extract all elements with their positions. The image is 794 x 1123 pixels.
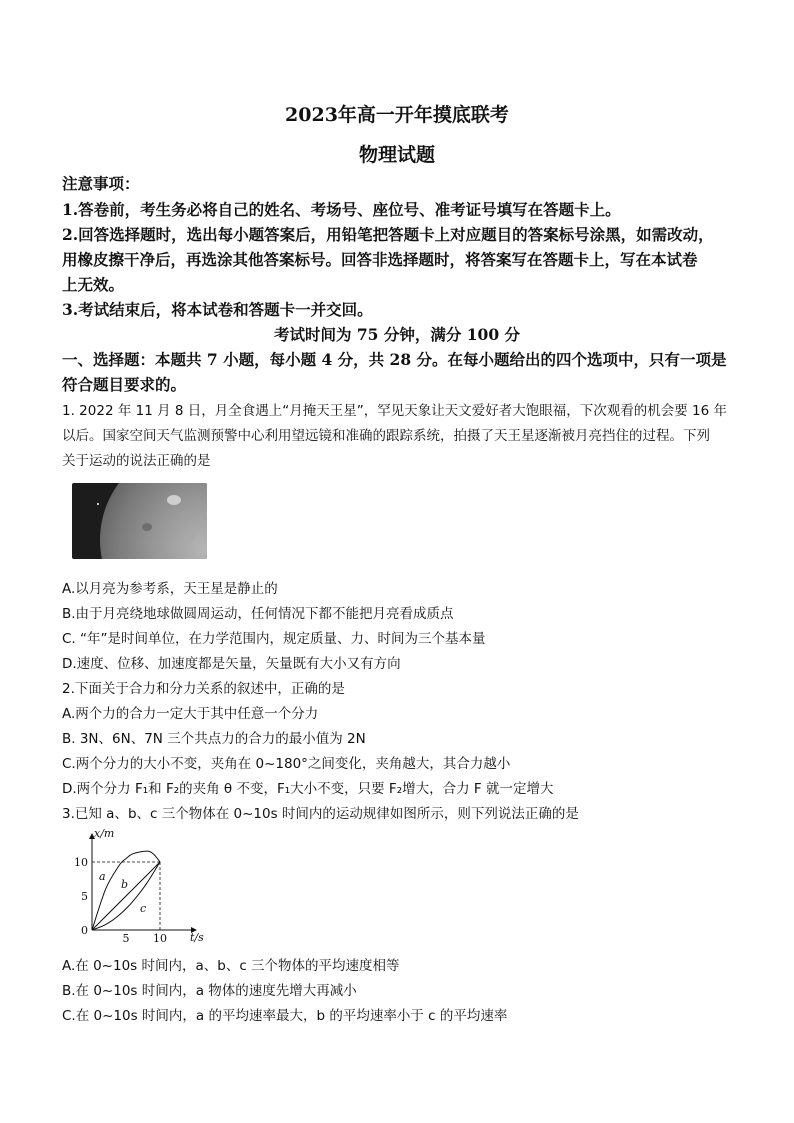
x-tick-label-10: 10 xyxy=(153,932,167,945)
notice-line-4: 上无效。 xyxy=(62,275,125,294)
q3-option-c: C.在 0~10s 时间内，a 的平均速率最大，b 的平均速率小于 c 的平均速率 xyxy=(62,1008,508,1024)
x-axis-label: t/s xyxy=(190,931,204,944)
position-time-chart xyxy=(68,828,218,946)
notice-line-2: 2.回答选择题时，选出每小题答案后，用铅笔把答题卡上对应题目的答案标号涂黑，如需改动， xyxy=(62,225,714,244)
q3-stem: 3.已知 a、b、c 三个物体在 0~10s 时间内的运动规律如图所示，则下列说法正确的是 xyxy=(62,806,579,822)
notice-line-3: 用橡皮擦干净后，再选涂其他答案标号。回答非选择题时，将答案写在答题卡上，写在本试卷 xyxy=(62,250,698,269)
section-heading-line-1: 一、选择题：本题共 7 小题，每小题 4 分，共 28 分。在每小题给出的四个选项中，只有一项是 xyxy=(62,350,727,369)
exam-time-note: 考试时间为 75 分钟，满分 100 分 xyxy=(273,325,520,344)
exam-subject: 物理试题 xyxy=(358,144,435,166)
moon-photo xyxy=(72,483,207,559)
q3-option-a: A.在 0~10s 时间内，a、b、c 三个物体的平均速度相等 xyxy=(62,958,400,974)
q2-option-a: A.两个力的合力一定大于其中任意一个分力 xyxy=(62,706,319,722)
q1-option-d: D.速度、位移、加速度都是矢量，矢量既有大小又有方向 xyxy=(62,656,401,672)
q1-stem-line-3: 关于运动的说法正确的是 xyxy=(62,453,211,469)
y-axis-label: x/m xyxy=(94,828,115,840)
notice-heading: 注意事项： xyxy=(62,174,140,193)
series-a-label: a xyxy=(99,870,106,883)
y-tick-label-5: 5 xyxy=(81,890,88,903)
series-c-label: c xyxy=(140,902,147,915)
q3-option-b: B.在 0~10s 时间内，a 物体的速度先增大再减小 xyxy=(62,983,357,999)
q1-option-c: C. “年”是时间单位，在力学范围内，规定质量、力、时间为三个基本量 xyxy=(62,631,486,647)
notice-line-5: 3.考试结束后，将本试卷和答题卡一并交回。 xyxy=(62,300,373,319)
q1-option-b: B.由于月亮绕地球做圆周运动，任何情况下都不能把月亮看成质点 xyxy=(62,606,454,622)
x-tick-label-5: 5 xyxy=(122,932,130,945)
q1-option-a: A.以月亮为参考系，天王星是静止的 xyxy=(62,581,278,597)
q2-option-d: D.两个分力 F₁和 F₂的夹角 θ 不变，F₁大小不变，只要 F₂增大，合力 F 就一定增大 xyxy=(62,781,554,797)
q1-stem-line-1: 1. 2022 年 11 月 8 日，月全食遇上“月掩天王星”，罕见天象让天文爱好者大饱眼福，下次观看的机会要 16 年 xyxy=(62,403,727,419)
q2-option-c: C.两个分力的大小不变，夹角在 0~180°之间变化，夹角越大，其合力越小 xyxy=(62,756,511,772)
q2-option-b: B. 3N、6N、7N 三个共点力的合力的最小值为 2N xyxy=(62,731,366,747)
series-b-label: b xyxy=(121,878,129,891)
q2-stem: 2.下面关于合力和分力关系的叙述中，正确的是 xyxy=(62,681,345,697)
q1-stem-line-2: 以后。国家空间天气监测预警中心利用望远镜和准确的跟踪系统，拍摄了天王星逐渐被月亮挡住的过程。下列 xyxy=(62,428,710,444)
section-heading-line-2: 符合题目要求的。 xyxy=(62,375,187,394)
origin-label: 0 xyxy=(81,924,88,937)
y-tick-label-10: 10 xyxy=(74,856,88,869)
notice-line-1: 1.答卷前，考生务必将自己的姓名、考场号、座位号、准考证号填写在答题卡上。 xyxy=(62,200,621,219)
exam-title: 2023年高一开年摸底联考 xyxy=(285,104,509,126)
